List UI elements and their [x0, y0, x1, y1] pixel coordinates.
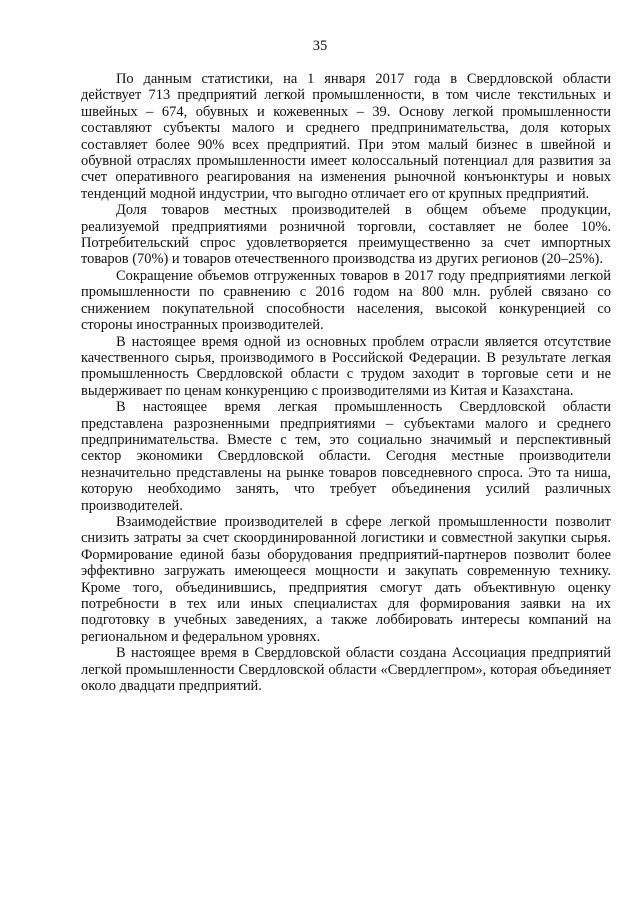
document-body	[81, 71, 611, 694]
paragraph-statistics: По данным статистики, на 1 января 2017 года в Свердловской области действует 713 предприятий легкой промышленности, в том числе текстильных и швейных – 674, обувных и кожевенных – 39. Основу легкой промышленности составляют субъекты малого и среднего предпринимательства, доля которых составляет более 90% всех предприятий. При этом малый бизнес в швейной и обувной отраслях промышленности имеет колоссальный потенциал для развития за счет оперативного реагирования на изменения рыночной конъюнктуры и новых тенденций модной индустрии, что выгодно отличает его от крупных предприятий.	[81, 71, 611, 202]
paragraph-industry-structure: В настоящее время легкая промышленность Свердловской области представлена разрозненными предприятиями – субъектами малого и среднего предпринимательства. Вместе с тем, это социально значимый и перспективный сектор экономики Свердловской области. Сегодня местные производители незначительно представлены на рынке товаров повседневного спроса. Это та ниша, которую необходимо занять, что требует объединения усилий различных производителей.	[81, 399, 611, 514]
paragraph-market-share: Доля товаров местных производителей в общем объеме продукции, реализуемой предприятиями розничной торговли, составляет не более 10%. Потребительский спрос удовлетворяется преимущественно за счет импортных товаров (70%) и товаров отечественного производства из других регионов (20–25%).	[81, 202, 611, 268]
paragraph-raw-materials: В настоящее время одной из основных проблем отрасли является отсутствие качественного сырья, производимого в Российской Федерации. В результате легкая промышленность Свердловской области с трудом заходит в торговые сети и не выдерживает по ценам конкуренцию с производителями из Китая и Казахстана.	[81, 333, 611, 399]
page-number: 35	[312, 38, 328, 54]
paragraph-association: В настоящее время в Свердловской области создана Ассоциация предприятий легкой промышленности Свердловской области «Свердлегпром», которая объединяет около двадцати предприятий.	[81, 645, 611, 695]
paragraph-cooperation: Взаимодействие производителей в сфере легкой промышленности позволит снизить затраты за счет скоординированной логистики и совместной закупки сырья. Формирование единой базы оборудования предприятий-партнеров позволит более эффективно загружать имеющееся мощности и закупать современную технику. Кроме того, объединившись, предприятия смогут дать объективную оценку потребности в тех или иных специалистах для формирования заявки на их подготовку в учебных заведениях, а также лоббировать интересы компаний на региональном и федеральном уровнях.	[81, 513, 611, 645]
paragraph-shipment-decline: Сокращение объемов отгруженных товаров в 2017 году предприятиями легкой промышленности по сравнению с 2016 годом на 800 млн. рублей связано со снижением покупательной способности населения, высокой конкуренцией со стороны иностранных производителей.	[81, 267, 611, 334]
